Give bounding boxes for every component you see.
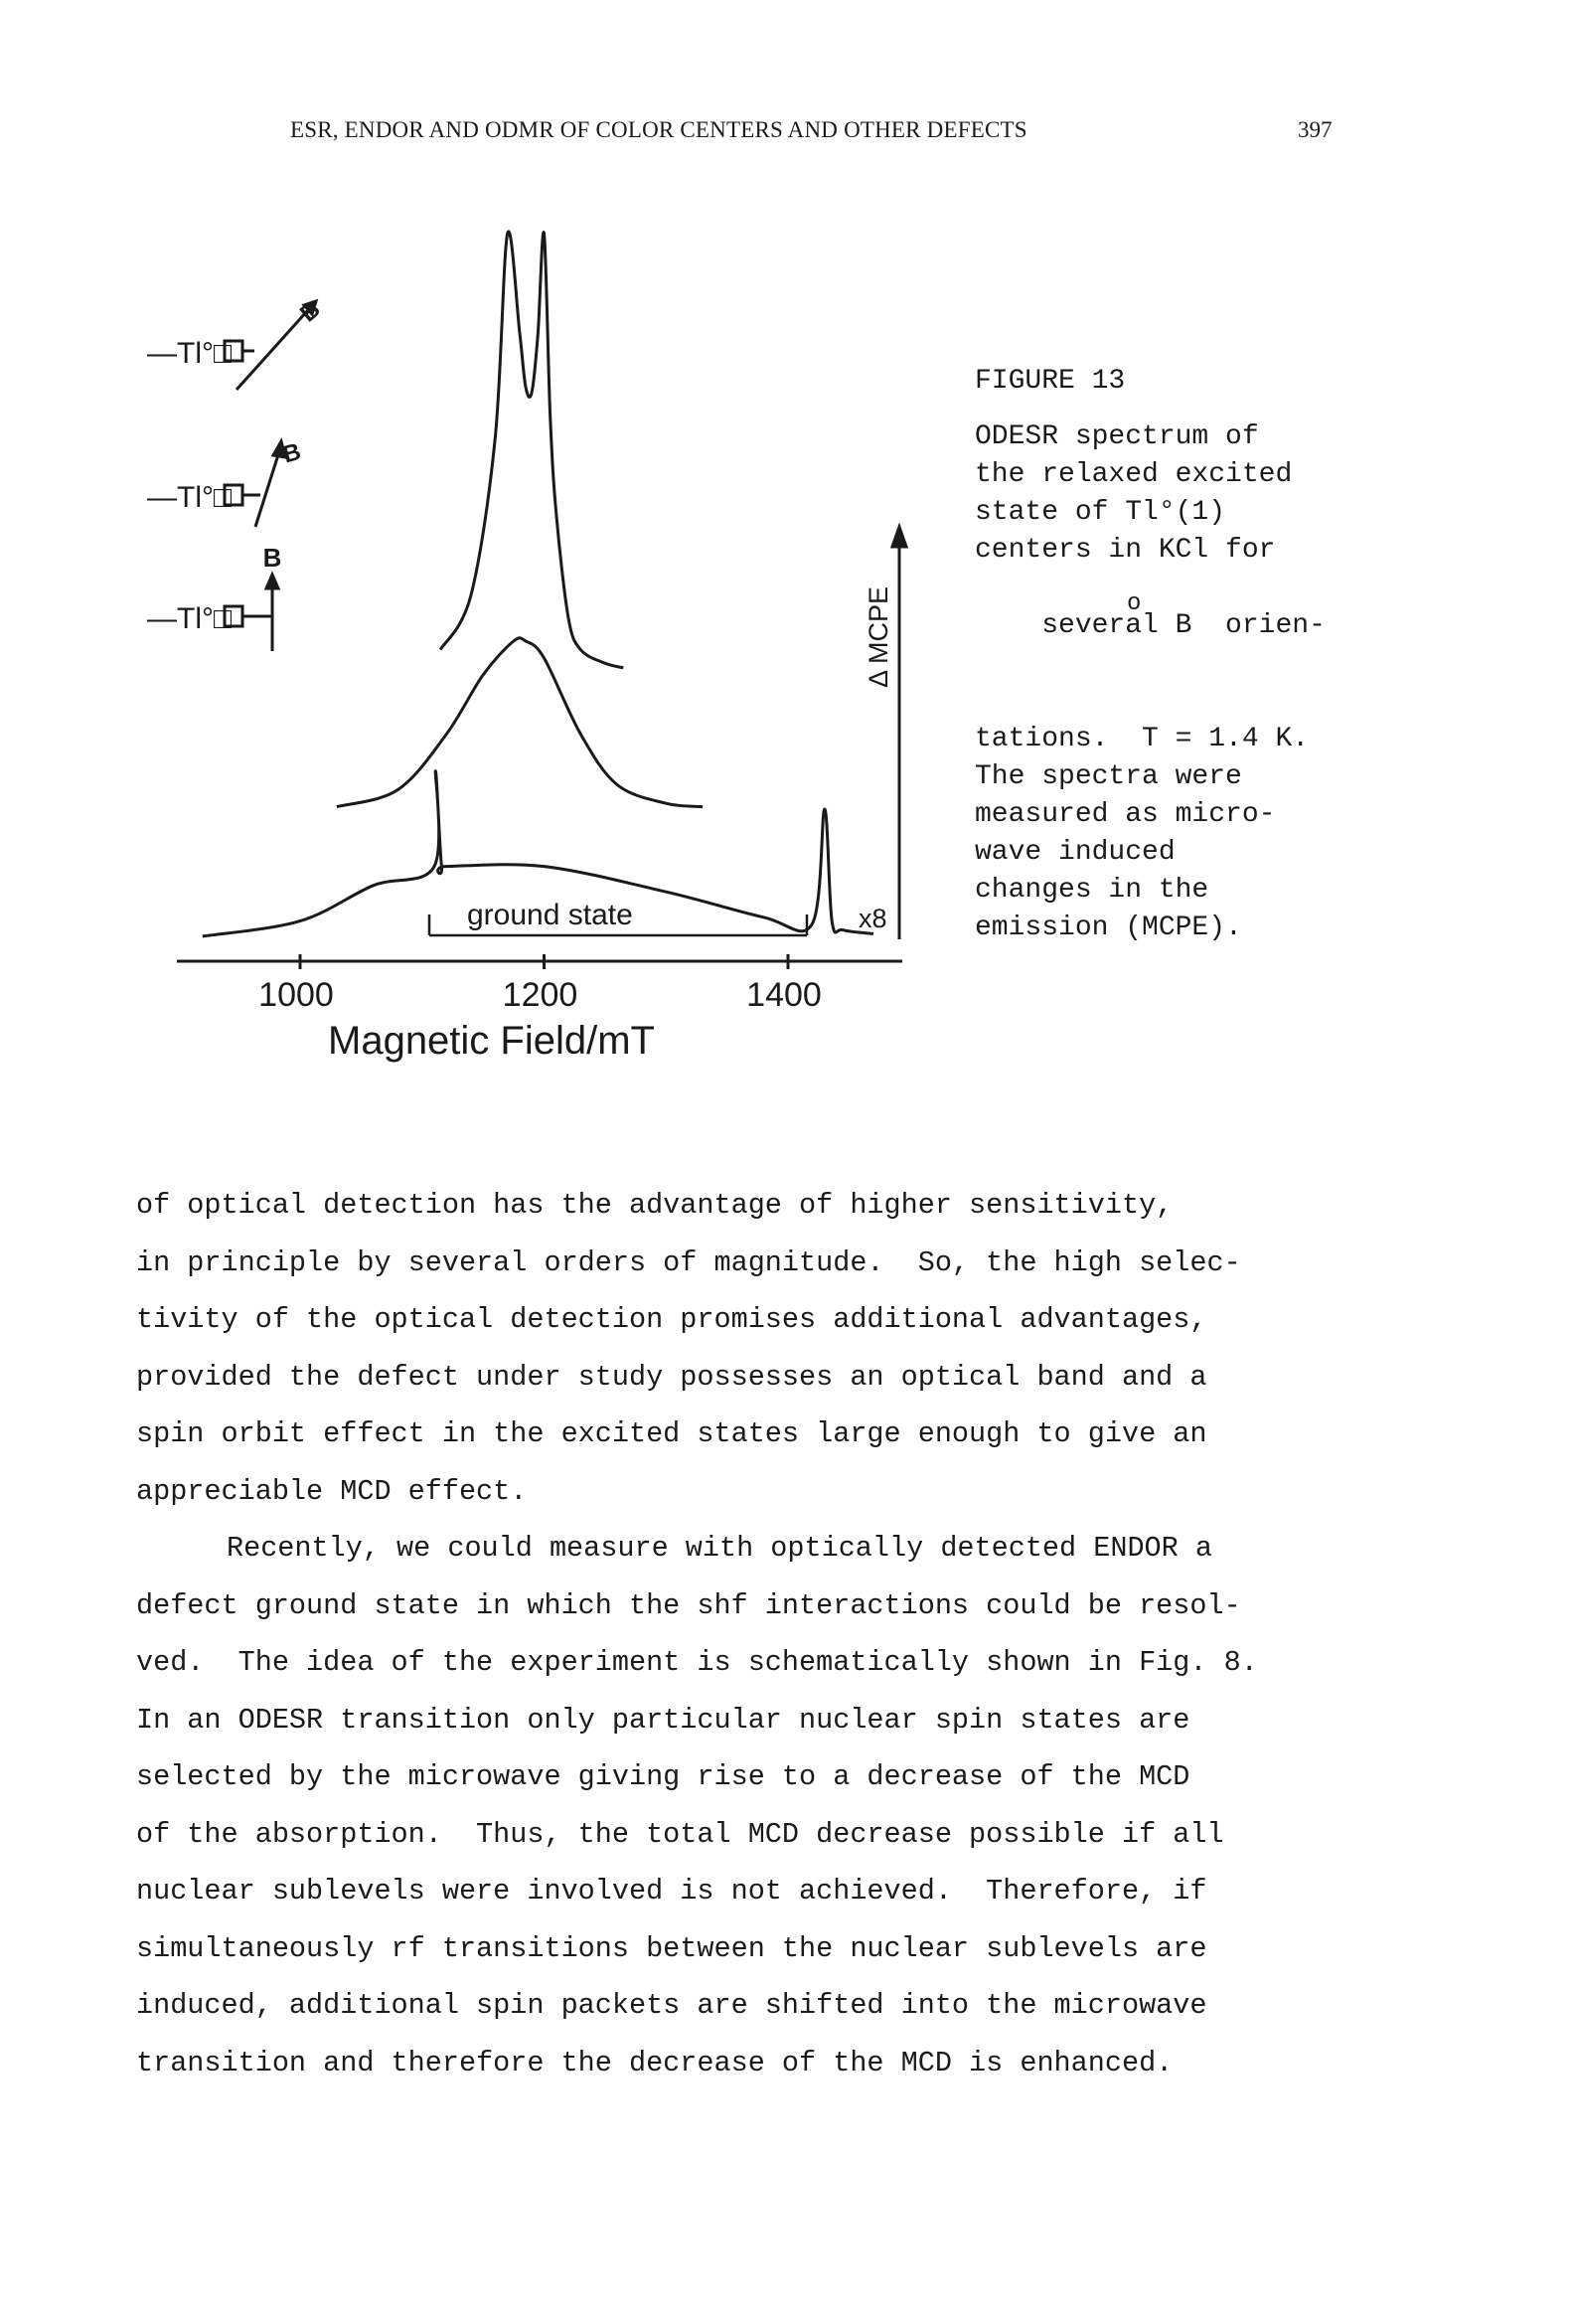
- text-line: simultaneously rf transitions between the nuclear sublevels are: [136, 1931, 1207, 1965]
- text-line: of optical detection has the advantage of higher sensitivity,: [136, 1189, 1174, 1222]
- caption-line: ODESR spectrum of: [975, 421, 1259, 452]
- caption-line: tations. T = 1.4 K.: [975, 724, 1310, 754]
- text-line: nuclear sublevels were involved is not achieved. Therefore, if: [136, 1875, 1207, 1908]
- text-line: In an ODESR transition only particular nuclear spin states are: [136, 1703, 1190, 1737]
- text-line: selected by the microwave giving rise to a decrease of the MCD: [136, 1760, 1190, 1793]
- text-line: Recently, we could measure with optically detected ENDOR a: [227, 1532, 1212, 1565]
- x-axis-label: Magnetic Field/mT: [328, 1019, 655, 1063]
- orientation-inset-1: [147, 296, 326, 390]
- paragraph-2: [136, 1520, 1368, 2091]
- text-line: spin orbit effect in the excited states large enough to give an: [136, 1417, 1207, 1450]
- y-axis-label: Δ MCPE: [864, 585, 893, 688]
- spectrum-series-1: [440, 232, 623, 668]
- caption-subscript-o: o: [1127, 590, 1142, 617]
- inset-2-label: —Tl°□: [147, 481, 233, 514]
- inset-1-field-symbol: B: [295, 295, 326, 328]
- caption-line: the relaxed excited: [975, 459, 1293, 490]
- x-tick-label: 1000: [258, 976, 334, 1014]
- caption-line-text: several B orien-: [1041, 610, 1326, 641]
- caption-line: wave induced: [975, 837, 1176, 868]
- caption-line: state of Tl°(1): [975, 497, 1226, 528]
- figure-caption: [975, 363, 1372, 947]
- text-line: transition and therefore the decrease of the MCD is enhanced.: [136, 2046, 1174, 2079]
- caption-title: FIGURE 13: [975, 366, 1126, 397]
- text-line: in principle by several orders of magnitude. So, the high selec-: [136, 1245, 1241, 1279]
- inset-1-label: —Tl°□: [147, 337, 233, 370]
- ground-state-label: ground state: [467, 899, 633, 931]
- x-tick-label: 1200: [502, 976, 578, 1014]
- body-text: [136, 1177, 1368, 2091]
- caption-line: emission (MCPE).: [975, 913, 1242, 943]
- inset-3-label: —Tl°□: [147, 602, 233, 635]
- text-line: ved. The idea of the experiment is schematically shown in Fig. 8.: [136, 1646, 1258, 1679]
- caption-line: [975, 570, 1372, 721]
- caption-line: The spectra were: [975, 761, 1242, 792]
- text-line: appreciable MCD effect.: [136, 1474, 528, 1508]
- text-line: induced, additional spin packets are shifted into the microwave: [136, 1989, 1207, 2022]
- paragraph-1: [136, 1177, 1368, 1520]
- orientation-inset-3: [147, 543, 281, 651]
- x-tick-label: 1400: [746, 976, 822, 1014]
- page-number: 397: [1298, 117, 1333, 142]
- caption-line: measured as micro-: [975, 799, 1276, 830]
- caption-line: centers in KCl for: [975, 535, 1276, 566]
- text-line: provided the defect under study possesses an optical band and a: [136, 1360, 1207, 1394]
- inset-2-field-symbol: B: [279, 437, 304, 469]
- caption-line: changes in the: [975, 875, 1209, 906]
- orientation-inset-2: [147, 438, 304, 527]
- scale-factor-label: x8: [859, 904, 887, 933]
- inset-3-field-symbol: B: [262, 543, 282, 573]
- spectrum-series-2: [337, 638, 703, 807]
- running-title: ESR, ENDOR AND ODMR OF COLOR CENTERS AND OTHER DEFECTS: [290, 117, 1027, 142]
- text-line: tivity of the optical detection promises additional advantages,: [136, 1303, 1207, 1336]
- y-axis: [892, 527, 906, 939]
- text-line: of the absorption. Thus, the total MCD decrease possible if all: [136, 1817, 1224, 1851]
- text-line: defect ground state in which the shf interactions could be resol-: [136, 1588, 1241, 1622]
